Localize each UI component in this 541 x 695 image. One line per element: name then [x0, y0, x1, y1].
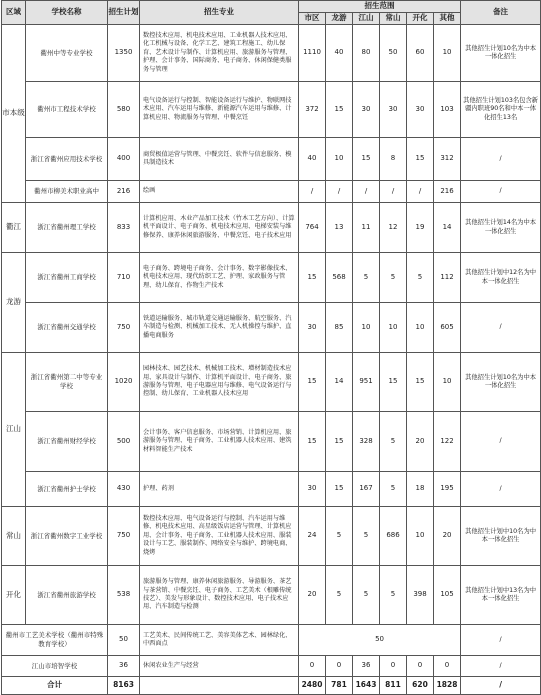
- range-value: 0: [299, 656, 326, 677]
- major-list: 护理、药剂: [140, 472, 299, 507]
- range-value: 312: [434, 138, 461, 181]
- range-value: 15: [326, 412, 353, 472]
- total-value: 1828: [434, 677, 461, 695]
- school-name: 浙江省衢州理工学校: [26, 203, 108, 253]
- plan-count: 500: [108, 412, 140, 472]
- range-value: 30: [299, 472, 326, 507]
- range-value: 167: [353, 472, 380, 507]
- school-name: 江山市培智学校: [2, 656, 108, 677]
- range-value: 951: [353, 353, 380, 412]
- range-value: 20: [299, 566, 326, 625]
- total-value: 1643: [353, 677, 380, 695]
- range-value: 24: [299, 507, 326, 566]
- range-value: 328: [353, 412, 380, 472]
- plan-count: 750: [108, 303, 140, 353]
- header-district: 其他: [434, 13, 461, 25]
- header-area: 区域: [2, 1, 26, 25]
- table-row: [2, 138, 541, 181]
- range-value: 13: [326, 203, 353, 253]
- range-value: /: [326, 181, 353, 203]
- range-value: 1110: [299, 25, 326, 82]
- range-value: 15: [380, 353, 407, 412]
- range-value: 30: [407, 82, 434, 138]
- table-row: [2, 412, 541, 472]
- range-value: 568: [326, 253, 353, 303]
- school-name: 浙江省衢州工商学校: [26, 253, 108, 303]
- note-cell: /: [461, 138, 541, 181]
- major-list: 会计事务、客户信息服务、市场营销、计算机应用、旅游服务与管理、电子商务、工业机器人技术应用、建筑材料智能生产技术: [140, 412, 299, 472]
- range-value: 15: [326, 82, 353, 138]
- header-district: 江山: [353, 13, 380, 25]
- plan-count: 50: [108, 625, 140, 656]
- school-name: 浙江省衢州交通学校: [26, 303, 108, 353]
- range-value: 10: [326, 138, 353, 181]
- table-row: [2, 507, 541, 566]
- major-list: 数控技术应用、电气设备运行与控制、汽车运用与维修、机电技术应用、高星级饭店运营与管理、计算机应用、会计事务、电子商务、工业机器人技术应用、服装设计与工艺、服装制作、网络安全与维护、跨境电商、烧烤: [140, 507, 299, 566]
- area-cell: 开化: [2, 566, 26, 625]
- table-row: [2, 25, 541, 82]
- range-value: 10: [434, 25, 461, 82]
- plan-count: 1350: [108, 25, 140, 82]
- plan-count: 400: [108, 138, 140, 181]
- range-value: 5: [326, 566, 353, 625]
- header-district: 常山: [380, 13, 407, 25]
- note-cell: /: [461, 303, 541, 353]
- school-name: 浙江省衢州护士学校: [26, 472, 108, 507]
- major-list: 数控技术应用、机电技术应用、工业机器人技术应用、化工机械与设备、化学工艺、建筑工程施工、幼儿保育、艺术设计与制作、计算机应用、旅游服务与管理、护理、会计事务、国际商务、电子商务、休闲保健类服务与管理: [140, 25, 299, 82]
- plan-count: 216: [108, 181, 140, 203]
- table-row: [2, 472, 541, 507]
- header-major: 招生专业: [140, 1, 299, 25]
- note-cell: 其他招生计划中10名为中本一体化招生: [461, 507, 541, 566]
- school-name: 衢州市柳美术职业高中: [26, 181, 108, 203]
- table-row: [2, 566, 541, 625]
- total-plan: 8163: [108, 677, 140, 695]
- note-cell: /: [461, 625, 541, 656]
- range-value: /: [299, 181, 326, 203]
- header-range: 招生范围: [299, 1, 461, 13]
- range-value: 764: [299, 203, 326, 253]
- enrollment-table: [1, 0, 541, 695]
- range-value: 103: [434, 82, 461, 138]
- school-name: 浙江省衢州旅游学校: [26, 566, 108, 625]
- range-value: /: [353, 181, 380, 203]
- range-value: 686: [380, 507, 407, 566]
- plan-count: 430: [108, 472, 140, 507]
- school-name: 衢州中等专业学校: [26, 25, 108, 82]
- range-value: 5: [353, 253, 380, 303]
- area-cell: 衢江: [2, 203, 26, 253]
- range-value: 85: [326, 303, 353, 353]
- note-cell: 其他招生计划14名为中本一体化招生: [461, 203, 541, 253]
- range-value: 5: [353, 566, 380, 625]
- range-value: 605: [434, 303, 461, 353]
- range-value: 15: [407, 353, 434, 412]
- range-value: 112: [434, 253, 461, 303]
- range-value: 10: [353, 303, 380, 353]
- school-name: 浙江省衢州财经学校: [26, 412, 108, 472]
- range-value: 30: [380, 82, 407, 138]
- range-value: 10: [407, 507, 434, 566]
- school-name: 浙江省衢州数字工业学校: [26, 507, 108, 566]
- header-plan: 招生计划: [108, 1, 140, 25]
- total-row: [2, 677, 541, 695]
- major-list: 铁道运输服务、城市轨道交通运输服务、航空服务、汽车制造与检测、机械加工技术、无人机操控与维护、直播电商服务: [140, 303, 299, 353]
- note-cell: 其他招生计划10名为中本一体化招生: [461, 353, 541, 412]
- total-value: 811: [380, 677, 407, 695]
- total-note: /: [461, 677, 541, 695]
- range-value: 11: [353, 203, 380, 253]
- total-value: 2480: [299, 677, 326, 695]
- area-cell: 龙游: [2, 253, 26, 353]
- range-value: 80: [353, 25, 380, 82]
- area-cell: 常山: [2, 507, 26, 566]
- range-value: 19: [407, 203, 434, 253]
- range-value: 5: [380, 412, 407, 472]
- table-row: [2, 353, 541, 412]
- table-row: [2, 656, 541, 677]
- major-list: 电子商务、跨境电子商务、会计事务、数字影像技术、机电技术应用、现代纺织工艺、护理、家政服务与管理、幼儿保育、作物生产技术: [140, 253, 299, 303]
- plan-count: 1020: [108, 353, 140, 412]
- range-value: 10: [380, 303, 407, 353]
- header-note: 备注: [461, 1, 541, 25]
- table-row: [2, 253, 541, 303]
- range-value: 10: [407, 303, 434, 353]
- range-merged-value: 50: [299, 625, 461, 656]
- plan-count: 833: [108, 203, 140, 253]
- note-cell: /: [461, 656, 541, 677]
- header-school: 学校名称: [26, 1, 108, 25]
- plan-count: 538: [108, 566, 140, 625]
- range-value: 20: [434, 507, 461, 566]
- range-value: 15: [299, 253, 326, 303]
- range-value: 5: [380, 253, 407, 303]
- note-cell: /: [461, 181, 541, 203]
- range-value: 0: [407, 656, 434, 677]
- range-value: 0: [326, 656, 353, 677]
- plan-count: 710: [108, 253, 140, 303]
- total-value: 781: [326, 677, 353, 695]
- table-row: [2, 625, 541, 656]
- major-list: 商贸极值运营与管理、中餐烹饪、软件与信息服务、模具制造技术: [140, 138, 299, 181]
- note-cell: /: [461, 412, 541, 472]
- range-value: 15: [299, 412, 326, 472]
- major-list: 休闲农业生产与经营: [140, 656, 299, 677]
- school-name: 浙江省衢州第二中等专业学校: [26, 353, 108, 412]
- table-row: [2, 82, 541, 138]
- range-value: 105: [434, 566, 461, 625]
- range-value: 5: [380, 472, 407, 507]
- plan-count: 580: [108, 82, 140, 138]
- range-value: 122: [434, 412, 461, 472]
- range-value: 60: [407, 25, 434, 82]
- table-row: [2, 203, 541, 253]
- range-value: 14: [326, 353, 353, 412]
- range-value: 50: [380, 25, 407, 82]
- range-value: 12: [380, 203, 407, 253]
- range-value: 40: [299, 138, 326, 181]
- school-name: 衢州市工程技术学校: [26, 82, 108, 138]
- area-cell: 市本级: [2, 25, 26, 203]
- note-cell: 其他招生计划中13名为中本一体化招生: [461, 566, 541, 625]
- range-value: 0: [380, 656, 407, 677]
- note-cell: 其他招生计划中12名为中本一体化招生: [461, 253, 541, 303]
- range-value: 15: [407, 138, 434, 181]
- header-district: 市区: [299, 13, 326, 25]
- note-cell: 其他招生计划103名包含新疆内职班90名和中本一体化招生13名: [461, 82, 541, 138]
- total-value: 620: [407, 677, 434, 695]
- school-name: 浙江省衢州应用技术学校: [26, 138, 108, 181]
- header-district: 开化: [407, 13, 434, 25]
- plan-count: 750: [108, 507, 140, 566]
- note-cell: 其他招生计划10名为中本一体化招生: [461, 25, 541, 82]
- range-value: 15: [299, 353, 326, 412]
- major-list: 电气设备运行与控制、智能设备运行与维护、物联网技术应用、汽车运用与维修、新能源汽车运用与维修、计算机应用、物流服务与管理、中餐烹饪: [140, 82, 299, 138]
- range-value: 5: [326, 507, 353, 566]
- table-row: [2, 181, 541, 203]
- major-list: 工艺美术、民间传统工艺、美容美体艺术、园林绿化、中西面点: [140, 625, 299, 656]
- table-row: [2, 303, 541, 353]
- range-value: /: [380, 181, 407, 203]
- plan-count: 36: [108, 656, 140, 677]
- range-value: 398: [407, 566, 434, 625]
- range-value: 216: [434, 181, 461, 203]
- major-list: 旅游服务与管理、康养休闲旅游服务、导游服务、茶艺与茶营销、中餐烹饪、电子商务、工艺美术（根雕传统技艺）、美发与形象设计、数控技术应用、电子技术应用、汽车制造与检测: [140, 566, 299, 625]
- range-value: 40: [326, 25, 353, 82]
- range-value: 372: [299, 82, 326, 138]
- range-value: 5: [407, 253, 434, 303]
- range-value: 30: [353, 82, 380, 138]
- total-label: 合计: [2, 677, 108, 695]
- major-list: 计算机应用、木业产品加工技术（竹木工艺方向）、计算机平面设计、电子商务、机电技术应用、电梯安装与维修保养、康养休闲旅游服务、中餐烹饪、电子技术应用: [140, 203, 299, 253]
- range-value: 30: [299, 303, 326, 353]
- range-value: 18: [407, 472, 434, 507]
- major-list: 园林技术、园艺技术、机械加工技术、增材制造技术应用、家具设计与制作、计算机平面设计、电子商务、旅游服务与管理、电子电器应用与维修、电气设备运行与控制、幼儿保育、工业机器人技术应用: [140, 353, 299, 412]
- note-cell: /: [461, 472, 541, 507]
- range-value: 8: [380, 138, 407, 181]
- area-cell: 江山: [2, 353, 26, 507]
- range-value: 0: [434, 656, 461, 677]
- range-value: /: [407, 181, 434, 203]
- header-district: 龙游: [326, 13, 353, 25]
- range-value: 15: [326, 472, 353, 507]
- range-value: 195: [434, 472, 461, 507]
- range-value: 15: [353, 138, 380, 181]
- range-value: 20: [407, 412, 434, 472]
- range-value: 5: [353, 507, 380, 566]
- range-value: 5: [380, 566, 407, 625]
- range-value: 36: [353, 656, 380, 677]
- range-value: 10: [434, 353, 461, 412]
- major-list: 绘画: [140, 181, 299, 203]
- school-name: 衢州市工艺美术学校（衢州市特殊教育学校）: [2, 625, 108, 656]
- total-major-empty: [140, 677, 299, 695]
- range-value: 14: [434, 203, 461, 253]
